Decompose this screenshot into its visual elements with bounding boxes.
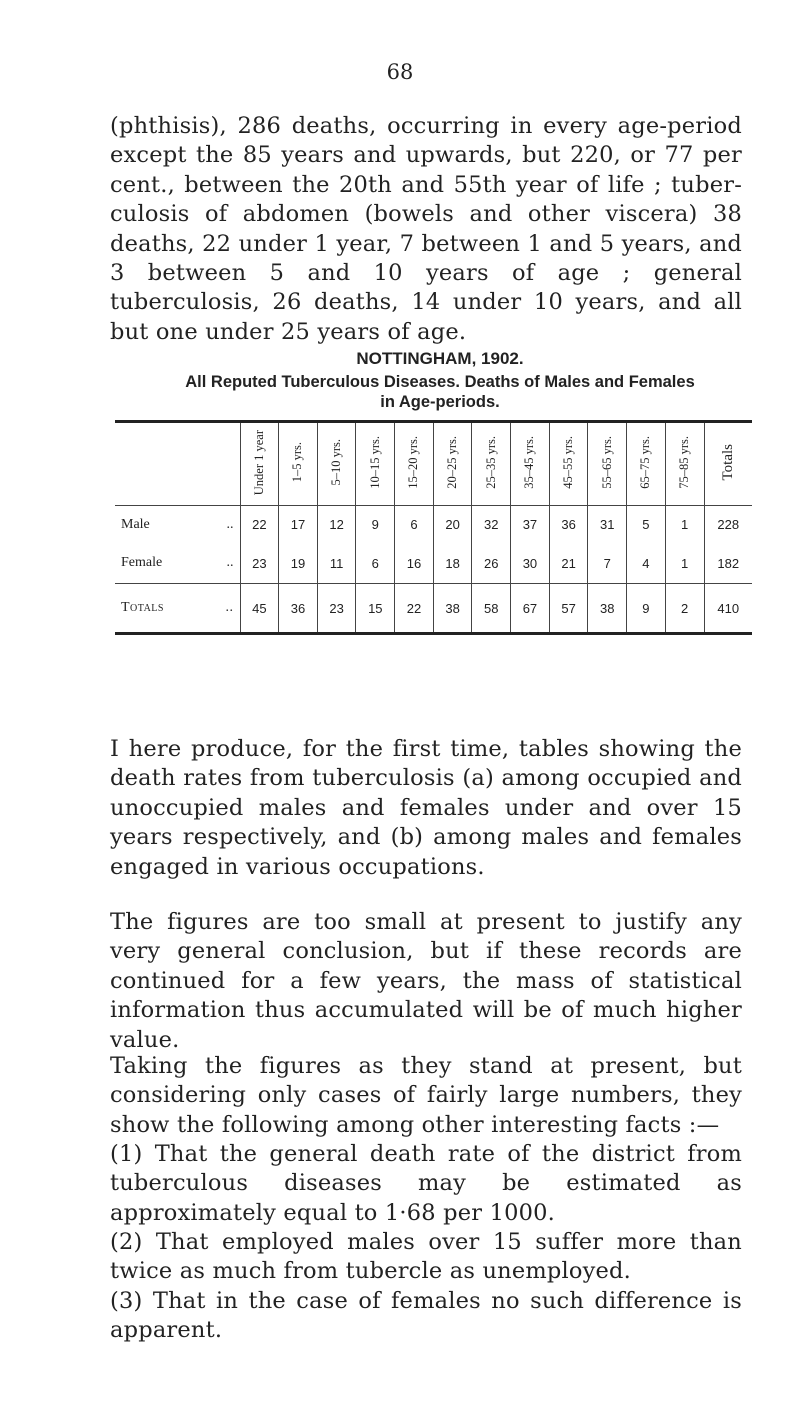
text-line: engaged in various occupations. xyxy=(110,853,485,880)
table-cell: 26 xyxy=(472,543,511,584)
column-header: 20–25 yrs. xyxy=(433,422,472,506)
table-cell: 6 xyxy=(395,506,434,544)
text-line: (3) That in the case of females no such difference xyxy=(110,1288,713,1314)
column-header: 35–45 yrs. xyxy=(511,422,550,506)
text-line: years respectively, and (b) among males and females xyxy=(110,824,742,851)
text-line: age. xyxy=(417,318,467,345)
text-line: tuberculous diseases may be estimated as approximately xyxy=(110,1170,742,1226)
table-cell: 30 xyxy=(511,543,550,584)
row-label: Male .. xyxy=(115,506,240,544)
table-cell: 32 xyxy=(472,506,511,544)
table-cell: 16 xyxy=(395,543,434,584)
age-period-table xyxy=(115,420,752,635)
column-header: 45–55 yrs. xyxy=(549,422,588,506)
table-cell: 67 xyxy=(511,584,550,634)
text-line: twice as much from tubercle as unemployed. xyxy=(110,1258,632,1285)
table-cell: 11 xyxy=(317,543,356,584)
table-row-female xyxy=(115,543,752,584)
table-cell: 9 xyxy=(627,584,666,634)
column-header: 75–85 yrs. xyxy=(665,422,704,506)
text-line: culosis of abdomen (bowels and other viscera) 38 deaths, xyxy=(110,201,742,257)
table-header-row xyxy=(115,422,752,506)
text-line: cent., between the 20th and 55th year of life ; tuber- xyxy=(110,171,742,198)
column-header: 15–20 yrs. xyxy=(395,422,434,506)
text-line: (1) That the general death rate of the district from xyxy=(110,1141,742,1167)
table-cell: 31 xyxy=(588,506,627,544)
text-line: except the 85 years and upwards, but 220, or 77 per xyxy=(110,142,742,169)
text-line: I here produce, for the first time, tables showing xyxy=(110,736,695,762)
text-line: (2) That employed males over 15 suffer more than xyxy=(110,1229,742,1255)
text-line: the following among other interesting facts :— xyxy=(177,1111,720,1138)
text-line: 22 under 1 year, 7 between 1 and 5 years, and 3 between xyxy=(110,230,742,287)
column-header: 55–65 yrs. xyxy=(588,422,627,506)
table-cell: 9 xyxy=(356,506,395,544)
text-line: the death rates from tuberculosis (a) among occupied xyxy=(110,736,742,792)
table-cell: 37 xyxy=(511,506,550,544)
table-cell: 18 xyxy=(433,543,472,584)
table-cell: 23 xyxy=(240,543,279,584)
column-header: 10–15 yrs. xyxy=(356,422,395,506)
table-cell: 12 xyxy=(317,506,356,544)
table-cell: 21 xyxy=(549,543,588,584)
text-line: equal to 1·68 per 1000. xyxy=(283,1199,555,1226)
table-cell: 1 xyxy=(665,543,704,584)
paragraph-occupied-tables xyxy=(110,735,742,882)
text-line: accumulated will be of much higher value. xyxy=(110,997,742,1053)
table-cell: 23 xyxy=(317,584,356,634)
table-cell: 45 xyxy=(240,584,279,634)
text-line: considering only cases of fairly large numbers, they show xyxy=(110,1082,742,1138)
table-cell: 2 xyxy=(665,584,704,634)
table-cell: 57 xyxy=(549,584,588,634)
table-row-male xyxy=(115,506,752,544)
text-line: for a few years, the mass of statistical information thus xyxy=(110,967,742,1024)
row-label: Female .. xyxy=(115,543,240,584)
table-cell: 22 xyxy=(240,506,279,544)
paragraph-fact-3 xyxy=(110,1287,742,1346)
text-line: and unoccupied males and females under and over 15 xyxy=(110,765,742,821)
column-header: 25–35 yrs. xyxy=(472,422,511,506)
column-header-totals: Totals xyxy=(704,422,752,506)
table-subheading xyxy=(0,372,800,412)
text-line: very general conclusion, but if these records are continued xyxy=(110,938,742,994)
intro-paragraph xyxy=(110,112,742,347)
column-header: 1–5 yrs. xyxy=(279,422,318,506)
table-cell: 38 xyxy=(588,584,627,634)
table-cell-total: 410 xyxy=(704,584,752,634)
text-line: The figures are too small at present to justify any xyxy=(110,909,742,935)
table-cell: 17 xyxy=(279,506,318,544)
table-cell: 20 xyxy=(433,506,472,544)
table-cell: 7 xyxy=(588,543,627,584)
table-cell-total: 182 xyxy=(717,555,740,571)
table-cell: 1 xyxy=(665,506,704,544)
table-cell: 58 xyxy=(472,584,511,634)
page-number: 68 xyxy=(386,60,414,84)
table-cell: 4 xyxy=(627,543,666,584)
column-header: 5–10 yrs. xyxy=(317,422,356,506)
table-cell-total: 228 xyxy=(717,517,740,532)
row-label: Totals .. xyxy=(115,584,240,634)
paragraph-fact-2 xyxy=(110,1228,742,1287)
table-cell: 15 xyxy=(356,584,395,634)
table-cell: 19 xyxy=(279,543,318,584)
text-line: is apparent. xyxy=(110,1288,742,1344)
table-row-totals xyxy=(115,584,752,634)
column-header: Under 1 year xyxy=(240,422,279,506)
header-corner xyxy=(115,422,240,506)
table-cell: 36 xyxy=(549,506,588,544)
text-line: 14 under 10 years, and all but one under 25 years of xyxy=(110,289,743,345)
table-cell: 38 xyxy=(433,584,472,634)
paragraph-figures-small xyxy=(110,908,742,1055)
table-cell: 22 xyxy=(395,584,434,634)
table-cell: 36 xyxy=(279,584,318,634)
subheading-line: All Reputed Tuberculous Diseases. Deaths of Males and Females xyxy=(185,373,695,391)
paragraph-fact-1 xyxy=(110,1140,742,1228)
paragraph-taking-figures xyxy=(110,1052,742,1140)
text-line: Taking the figures as they stand at present, but xyxy=(110,1053,742,1079)
text-line: (phthisis), 286 deaths, occurring in every age-period xyxy=(110,113,742,139)
text-line: 5 and 10 years of age ; general tuberculosis, 26 deaths, xyxy=(110,260,742,316)
table-cell: 5 xyxy=(627,506,666,544)
table-cell: 6 xyxy=(356,543,395,584)
table-heading: NOTTINGHAM, 1902. xyxy=(356,349,524,368)
subheading-line: in Age-periods. xyxy=(380,393,500,411)
column-header: 65–75 yrs. xyxy=(627,422,666,506)
